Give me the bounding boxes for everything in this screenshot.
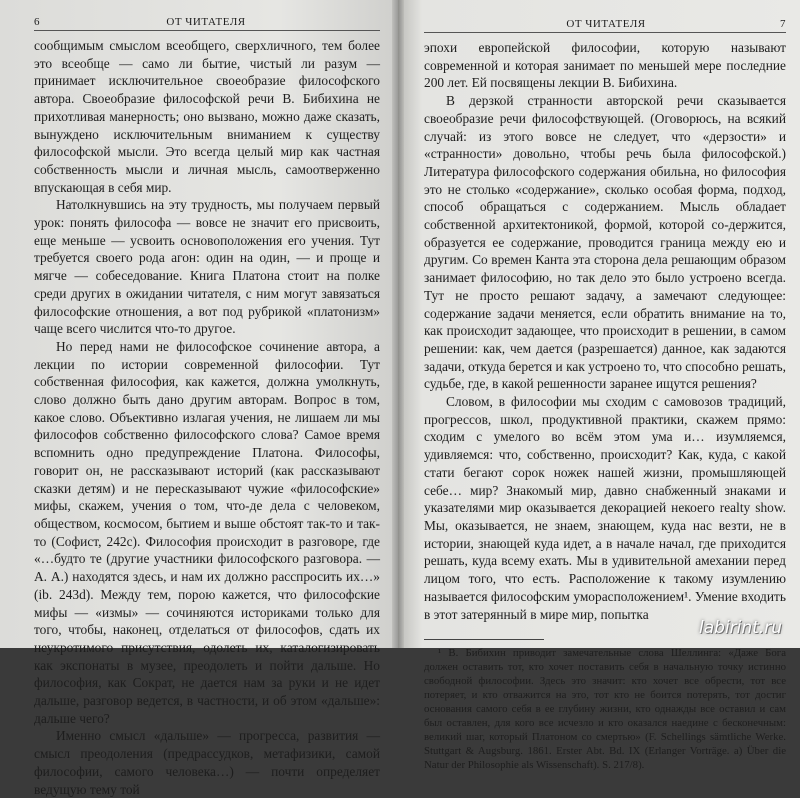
right-paragraph-1: эпохи европейской философии, которую называют современной и которая занимает по меньшей мере последние 200 лет. Ей посвящены лекции В. Бибихина. [424,40,786,91]
running-title-right: ОТ ЧИТАТЕЛЯ [566,18,646,30]
left-paragraph-2: Натолкнувшись на эту трудность, мы получаем первый урок: понять философа — вовсе не значит его присвоить, еще меньше — усвоить основоположения его учения. Тут требуется своего рода агон: один на один, — и проще и мягче — собеседование. Книга Платона стоит на полке среди других в ожидании читателя, с ним могут завязаться философские отношения, а вот под рубрикой «платонизм» чаще всего числится что-то другое. [34,197,380,337]
right-paragraph-3: Словом, в философии мы сходим с самовозов традиций, прогрессов, школ, продуктивной практики, скажем прямо: сходим с умелого во всём этом ума и… изумляемся, удивляемся: что, собственно, происходит? Как, куда, с какой стати бегают сорок ножек нашей жизни, промышляющей себе… мир? Знакомый мир, давно снабженный знаками и указателями мир оказывается декорацией некоего realty show. Мы, оказывается, не знаем, знающем, куда нас везти, не в истории, знающей куда идет, а в начале начал, где приходится решать, куда всему ехать. Мы в удивительной амехании перед лицом того, что есть. Расположение к такому изумлению называется философским уморасположением¹. Умение входить в этот затерянный в мире мир, попытка [424,394,786,622]
right-page [398,0,800,772]
right-running-head [424,10,786,33]
footnote-text: ¹ В. Бибихин приводит замечательные слова Шеллинга: «Даже Бога должен оставить тот, кто хочет поставить себя в начальную точку истинно свободной философии. Здесь это значит: кто хочет все обрести, тот все потеряет, и кто отважится на это, тот кто не боится потерять, тот достиг основания самого себя в ее глубину жизни, кто однажды все оставил и сам был оставлен, для кого все исчезло и кто оказался наедине с бесконечным: великий шаг, который Платоном со смертью» (F. Schellings sämtliche Werke. Stuttgart & Augsburg. 1861. Erster Abt. Bd. IX (Erlanger Vorträge. a) Über die Natur der Philosophie als Wissenschaft). S. 217/8). [424,647,786,772]
page-number-left: 6 [34,16,40,28]
book-gutter [392,0,404,648]
left-paragraph-4: Именно смысл «дальше» — прогресса, развития — смысл преодоления (предрассудков, метафизики, самой философии, самого человека…) — почти определяет ведущую тему той [34,728,380,797]
left-body-text [34,37,380,798]
footnote-rule [424,639,544,640]
left-paragraph-1: сообщимым смыслом всеобщего, сверхличного, тем более это всеобще — само ли бытие, чистый ли разум — принимает исключительное своеобразие философского автора. Своеобразие философской речи В. Бибихина не прихотливая манерность; оно вызвано, можно даже сказать, вынуждено исключительным вниманием к существу философской мысли. Это всегда целый мир как частная собственность мысли и личная мысль, самоотверженно впускающая в себя мир. [34,38,380,195]
left-paragraph-3: Но перед нами не философское сочинение автора, а лекции по истории современной философии. Тут собственная философия, как кажется, должна умолкнуть, слово должно быть дано другим авторам. Вопрос в том, какое слово. Объективно излагая учения, не лишаем ли мы философов собственно философского слова? Самое время вспомнить одно предупреждение Платона. Философы, говорит он, не рассказывают историй (как рассказывают сказки детям) и не пересказывают чужие «философские» мифы, скажем, учения о том, что-де дела с человеком, обществом, космосом, бытием и выше обстоят так-то и так-то (Софист, 242c). Философия происходит в разговоре, где «…будто те (другие участники философского разговора. — А. А.) находятся здесь, и нам их должно расспросить их…» (ib. 243d). Между тем, порою кажется, что философские мифы — «измы» — сочиняются историками только для того, чтобы, наконец, отделаться от философов, сдать их неукротимого присутствия, одолеть их, каталогизировать как экспонаты в музее, преодолеть и пойти дальше. Но философия, как Сократ, не дается нам за руки и не идет дальше, разговор ведется, в частности, и об этом «дальше»: дальше чего? [34,338,380,726]
right-paragraph-2: В дерзкой странности авторской речи сказывается своеобразие речи философствующей. (Оговорюсь, на всякий случай: из этого вовсе не следует, что «дерзости» и «странности» довольно, чтобы речь была философской.) Литература философского содержания обильна, но философия это не столько «содержание», сколько особая форма, подход, способ обращаться с содержанием. Мысль обладает собственной архитектоникой, формой, которой со-держится, образуется ее содержание, проводится граница между ею и другим. Со времен Канта эта сторона дела решающим образом занимает философию, но так дело это было устроено всегда. Тут не просто решают задачу, а замечают следующее: содержание задачи меняется, если обратить внимание на то, как происходит задающее, что происходит в решении, в самом решении: как, чем дается (разрешается) данное, как задаются задачи, откуда берется и как устроено то, что способно решать, судьбе, где, в какой решенности заранее ищутся решения? [424,93,786,392]
right-body-text [424,39,786,623]
footnote [424,646,786,772]
running-title-left: ОТ ЧИТАТЕЛЯ [166,16,246,28]
left-page [0,0,398,797]
left-running-head [34,8,380,31]
watermark: labirint.ru [699,618,782,638]
page-number-right: 7 [780,18,786,30]
